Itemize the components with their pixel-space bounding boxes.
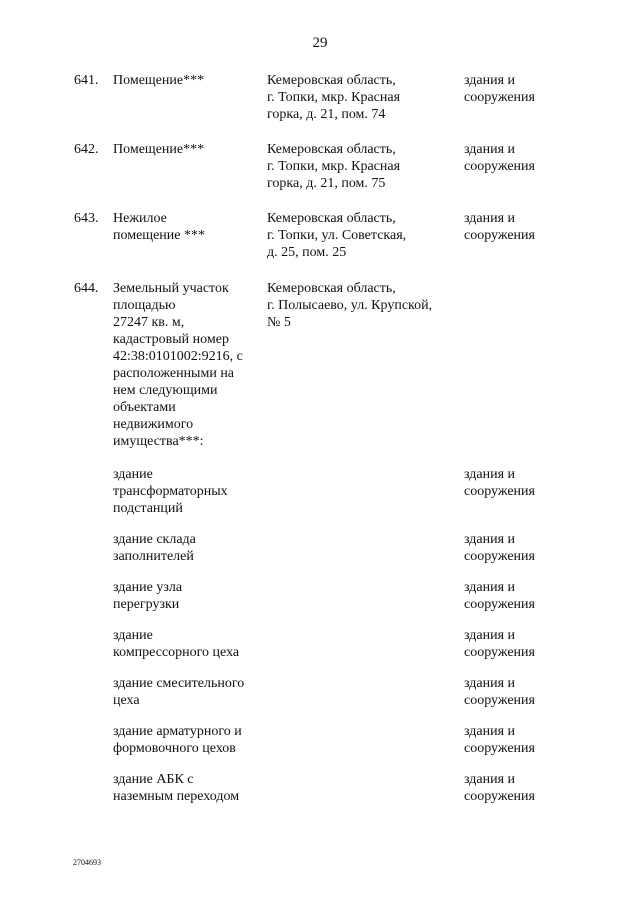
table-row — [74, 280, 574, 450]
document-code: 2704693 — [73, 858, 101, 867]
property-name: здание склада заполнителей — [113, 532, 196, 564]
property-purpose: здания и сооружения — [464, 724, 535, 756]
property-purpose: здания и сооружения — [464, 142, 535, 174]
property-address: Кемеровская область, г. Топки, ул. Советская, д. 25, пом. 25 — [267, 211, 407, 260]
table-row — [74, 675, 574, 709]
property-purpose: здания и сооружения — [464, 211, 535, 243]
row-number: 643. — [74, 211, 99, 226]
row-number: 642. — [74, 142, 99, 157]
table-row — [74, 627, 574, 661]
property-purpose: здания и сооружения — [464, 580, 535, 612]
table-row — [74, 579, 574, 613]
property-name: Помещение*** — [113, 73, 205, 88]
property-name: Земельный участок площадью 27247 кв. м, кадастровый номер 42:38:0101002:9216, с расположенными на нем следующими объектами недвижимого имущества***: — [113, 281, 243, 449]
table-row — [74, 466, 574, 517]
property-purpose: здания и сооружения — [464, 676, 535, 708]
table-row — [74, 72, 574, 123]
table-row — [74, 141, 574, 192]
page-number: 29 — [312, 35, 328, 51]
property-purpose: здания и сооружения — [464, 628, 535, 660]
property-purpose: здания и сооружения — [464, 772, 535, 804]
row-number: 644. — [74, 281, 99, 296]
property-address: Кемеровская область, г. Полысаево, ул. Крупской, № 5 — [267, 281, 433, 330]
table-row — [74, 771, 574, 805]
row-number: 641. — [74, 73, 99, 88]
property-name: здание узла перегрузки — [113, 580, 183, 612]
property-name: здание трансформаторных подстанций — [113, 467, 228, 516]
property-address: Кемеровская область, г. Топки, мкр. Красная горка, д. 21, пом. 74 — [267, 73, 401, 122]
property-purpose: здания и сооружения — [464, 73, 535, 105]
property-name: здание арматурного и формовочного цехов — [113, 724, 242, 756]
table-row — [74, 210, 574, 261]
property-name: здание компрессорного цеха — [113, 628, 240, 660]
property-name: здание АБК с наземным переходом — [113, 772, 240, 804]
table-row — [74, 531, 574, 565]
property-address: Кемеровская область, г. Топки, мкр. Красная горка, д. 21, пом. 75 — [267, 142, 401, 191]
property-name: Помещение*** — [113, 142, 205, 157]
property-list — [74, 72, 574, 805]
property-purpose: здания и сооружения — [464, 467, 535, 499]
property-name: здание смесительного цеха — [113, 676, 245, 708]
table-row — [74, 723, 574, 757]
property-purpose: здания и сооружения — [464, 532, 535, 564]
property-name: Нежилое помещение *** — [113, 211, 205, 243]
